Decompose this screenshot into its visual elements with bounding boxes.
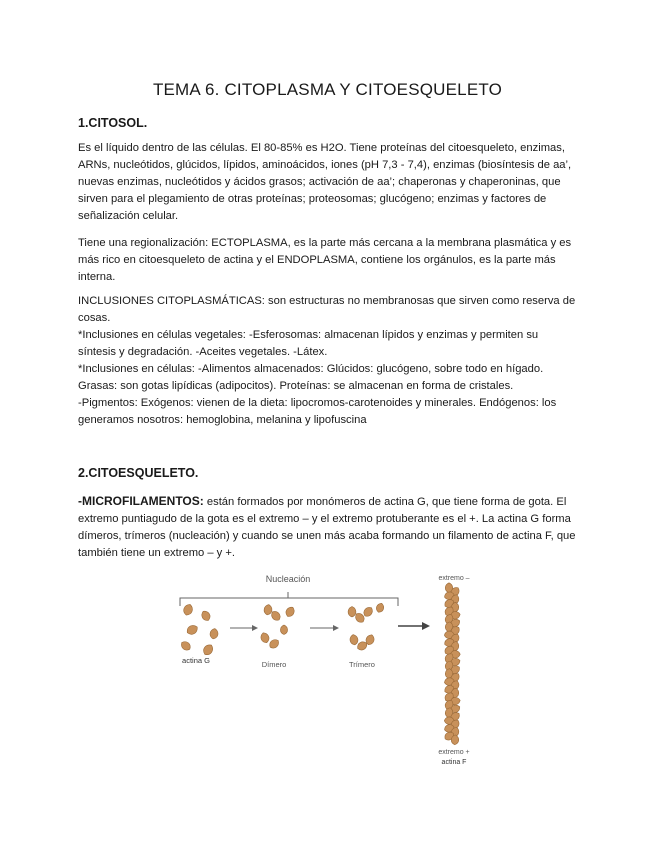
section-heading-citosol: 1.CITOSOL. xyxy=(78,116,148,130)
dimer-monomer xyxy=(284,605,296,618)
trimer-group xyxy=(348,602,385,652)
dimer-monomer xyxy=(263,604,273,616)
dimer-monomer xyxy=(259,631,270,644)
minus-end-label: extremo – xyxy=(438,575,470,582)
dimer-label: Dímero xyxy=(261,660,287,669)
paragraph-inclusions xyxy=(78,293,578,429)
dimer-monomer xyxy=(268,637,281,650)
arrow-2 xyxy=(310,625,339,631)
paragraph-regionalization: Tiene una regionalización: ECTOPLASMA, es la parte más cercana a la membrana plasmática y es más rico en citoesqueleto de actina y el ENDOPLASMA, contiene los orgánulos, es la parte más interna. xyxy=(78,237,572,283)
actin-g-monomer xyxy=(209,628,219,640)
actin-f-filament xyxy=(443,583,461,745)
actin-g-monomer xyxy=(201,643,215,657)
section-heading-citoesqueleto: 2.CITOESQUELETO. xyxy=(78,466,199,480)
nucleation-label: Nucleación xyxy=(265,574,311,584)
actin-g-monomer xyxy=(179,639,192,652)
actin-polymerization-figure xyxy=(170,568,490,768)
inclusions-vegetal: *Inclusiones en células vegetales: -Esferosomas: almacenan lípidos y enzimas y permiten su síntesis y degradación. -Aceites vegetales. -Látex. xyxy=(78,329,539,358)
arrow-1 xyxy=(230,625,258,631)
dimer-monomer xyxy=(280,625,287,635)
inclusions-pigments: -Pigmentos: Exógenos: vienen de la dieta: lipocromos-carotenoides y minerales. Endógenos: los generamos nosotros: hemoglobina, melanina y lipofuscina xyxy=(78,397,557,426)
actin-g-monomer xyxy=(200,609,212,622)
nucleation-bracket xyxy=(180,598,398,606)
paragraph-citosol-definition: Es el líquido dentro de las células. El 80-85% es H2O. Tiene proteínas del citoesqueleto, enzimas, ARNs, nucleótidos, glúcidos, lípidos, aminoácidos, iones (pH 7,3 - 7,4), enzimas (biosíntesis de aa’, nuevas enzimas, nucleótidos y ácidos grasos; activación de aa’; chaperonas y chaperoninas, que sirven para el plegamiento de otras proteínas; proteosomas; glucógeno; enzimas y factores de señalización celular. xyxy=(78,142,572,222)
arrow-3 xyxy=(398,622,430,630)
actin-g-label: actina G xyxy=(182,656,210,665)
microfilaments-text: están formados por monómeros de actina G, que tiene forma de gota. El extremo puntiagudo de la gota es el extremo – y el extremo protuberante es el +. La actina G forma dímeros, trímeros (nucleación) y cuando se unen más acaba formando un filamento de actina F, que también tiene un extremo – y +. xyxy=(78,496,576,559)
trimer-label: Trímero xyxy=(349,660,375,669)
trimer-monomer xyxy=(375,602,385,613)
trimer-monomer xyxy=(349,634,359,646)
page-title: TEMA 6. CITOPLASMA Y CITOESQUELETO xyxy=(152,80,503,99)
dimer-group xyxy=(259,604,296,650)
actin-g-monomer xyxy=(185,623,199,636)
actin-g-monomers xyxy=(179,603,219,657)
plus-end-label: extremo + xyxy=(438,749,470,756)
paragraph-microfilaments xyxy=(78,493,578,562)
inclusions-intro: INCLUSIONES CITOPLASMÁTICAS: son estructuras no membranosas que sirven como reserva de cosas. xyxy=(78,295,576,324)
trimer-monomer xyxy=(348,607,356,617)
actin-g-monomer xyxy=(182,603,194,617)
actin-f-label: actina F xyxy=(441,759,467,766)
microfilaments-label: -MICROFILAMENTOS: xyxy=(78,494,204,508)
inclusions-cells: *Inclusiones en células: -Alimentos almacenados: Glúcidos: glucógeno, sobre todo en hígado. Grasas: son gotas lipídicas (adipocitos). Proteínas: se almacenan en forma de cristales. xyxy=(78,363,544,392)
